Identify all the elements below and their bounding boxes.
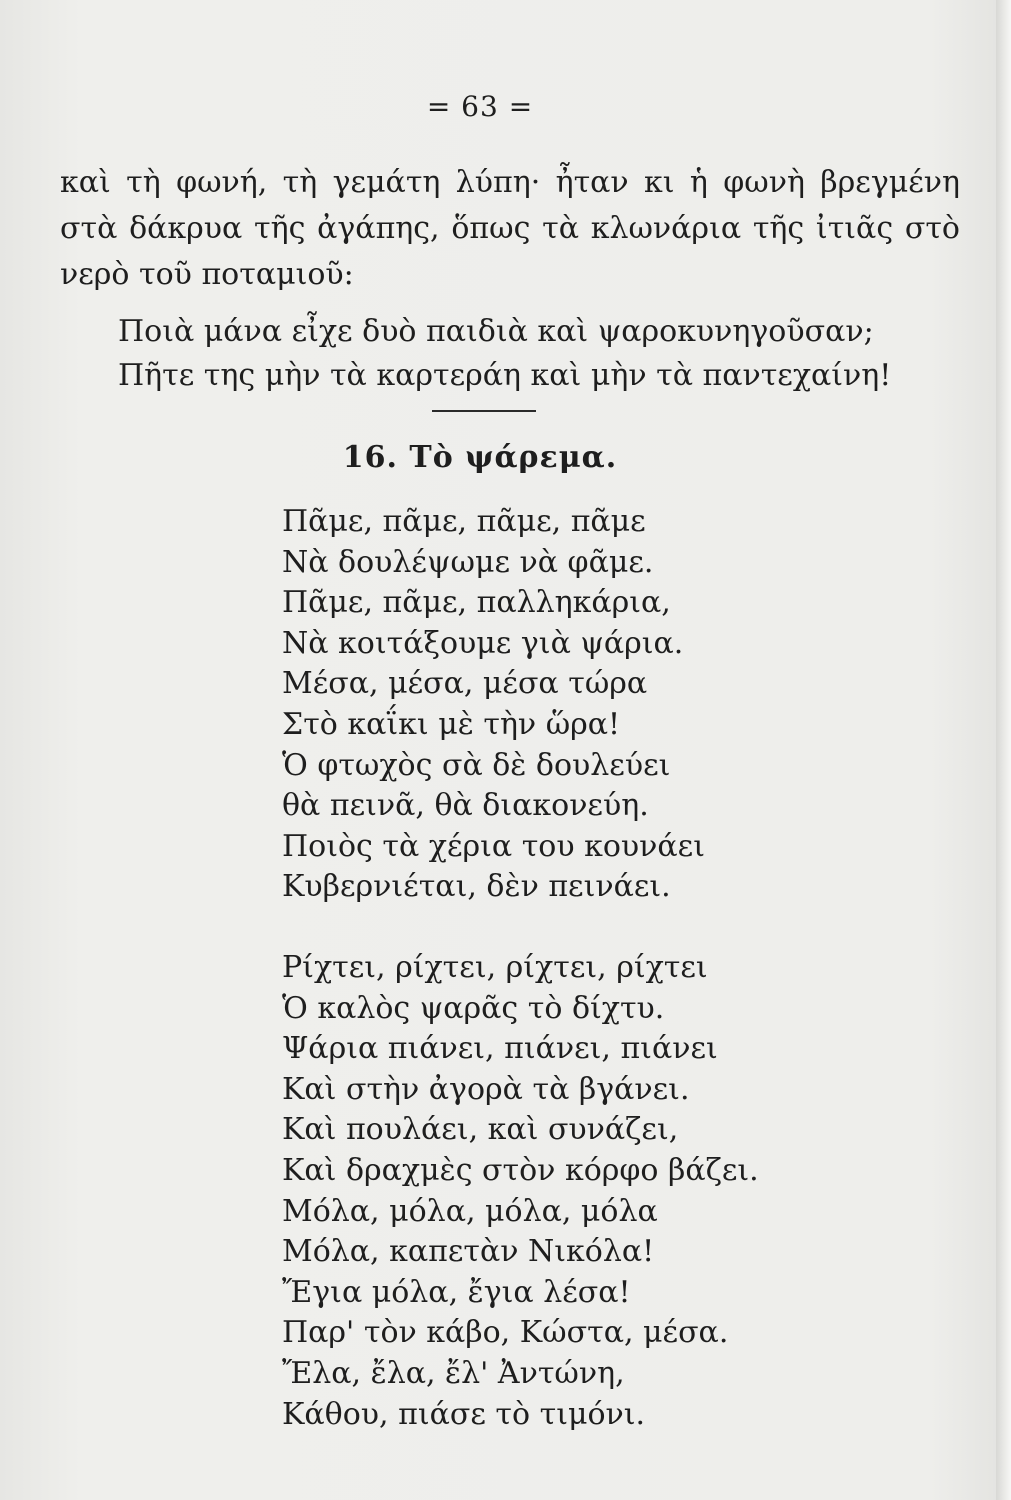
couplet-line: Πῆτε της μὴν τὰ καρτεράη καὶ μὴν τὰ παντεχαίνη!: [118, 358, 892, 393]
section-heading: 16. Τὸ ψάρεμα.: [342, 440, 618, 475]
poem-line: Νὰ δουλέψωμε νὰ φᾶμε.: [282, 544, 654, 580]
poem-line: Ποιὸς τὰ χέρια του κουνάει: [282, 828, 705, 864]
poem-line: Μέσα, μέσα, μέσα τώρα: [282, 666, 648, 702]
page-number: = 63 =: [426, 90, 534, 123]
prose-text: καὶ τὴ φωνή, τὴ γεμάτη λύπη· ἦταν κι ἡ φωνὴ βρεγμένη στὰ δάκρυα τῆς ἀγάπης, ὅπως τὰ κλωνάρια τῆς ἰτιᾶς στὸ νερὸ τοῦ ποταμιοῦ:: [60, 165, 960, 292]
poem-line: Πᾶμε, πᾶμε, πᾶμε, πᾶμε: [282, 504, 646, 539]
poem-stanza-1: [282, 502, 942, 908]
poem-line: Καὶ δραχμὲς στὸν κόρφο βάζει.: [282, 1152, 759, 1188]
poem-line: Ψάρια πιάνει, πιάνει, πιάνει: [282, 1031, 718, 1067]
poem-line: Καὶ πουλάει, καὶ συνάζει,: [282, 1112, 679, 1148]
poem-line: Κυβερνιέται, δὲν πεινάει.: [282, 869, 671, 905]
prose-paragraph: [60, 160, 960, 298]
poem-stanza-2: [282, 948, 942, 1435]
poem-line: θὰ πεινᾶ, θὰ διακονεύη.: [282, 788, 649, 824]
poem-line: Ρίχτει, ρίχτει, ρίχτει, ρίχτει: [282, 950, 708, 985]
poem-line: Μόλα, μόλα, μόλα, μόλα: [282, 1193, 658, 1229]
poem-line: Μόλα, καπετὰν Νικόλα!: [282, 1234, 655, 1270]
poem-line: Ὁ καλὸς ψαρᾶς τὸ δίχτυ.: [282, 990, 665, 1026]
poem-line: Πᾶμε, πᾶμε, παλληκάρια,: [282, 585, 671, 621]
poem-line: Ἔλα, ἔλα, ἔλ' Ἀντώνη,: [282, 1355, 625, 1391]
couplet: [118, 310, 908, 398]
poem-line: Καὶ στὴν ἀγορὰ τὰ βγάνει.: [282, 1071, 690, 1107]
poem-line: Νὰ κοιτάξουμε γιὰ ψάρια.: [282, 625, 684, 661]
poem-line: Παρ' τὸν κάβο, Κώστα, μέσα.: [282, 1315, 729, 1351]
poem-line: Ἔγια μόλα, ἔγια λέσα!: [282, 1274, 631, 1310]
poem-line: Κάθου, πιάσε τὸ τιμόνι.: [282, 1396, 646, 1432]
couplet-line: Ποιὰ μάνα εἶχε δυὸ παιδιὰ καὶ ψαροκυνηγοῦσαν;: [118, 314, 874, 349]
page-edge: [996, 0, 1011, 1500]
poem-line: Ὁ φτωχὸς σὰ δὲ δουλεύει: [282, 747, 671, 783]
section-divider: [432, 410, 536, 412]
poem-line: Στὸ καΐκι μὲ τὴν ὥρα!: [282, 706, 621, 742]
